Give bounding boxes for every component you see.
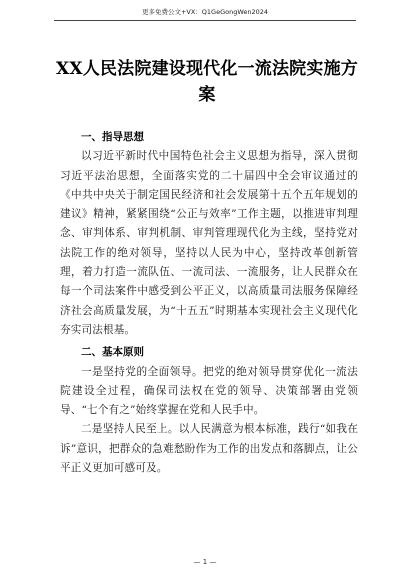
paragraph-guiding-ideology: 以习近平新时代中国特色社会主义思想为指导，深入贯彻习近平法治思想，全面落实党的二十届四中全会审议通过的《中共中央关于制定国民经济和社会发展第十五个五年规划的建议》精神，紧紧围绕“公正与效率”工作主题，以推进审判理念、审判体系、审判机制、审判管理现代化为主线，坚持党对法院工作的绝对领导，坚持以人民为中心，坚持改革创新管理，着力打造一流队伍、一流司法、一流服务，让人民群众在每一个司法案件中感受到公平正义，以高质量司法服务保障经济社会高质量发展，为“十五五”时期基本实现社会主义现代化夯实司法根基。 (60, 150, 358, 336)
document-body (60, 128, 358, 478)
section-heading-basic-principles: 二、基本原则 (81, 346, 144, 359)
section-heading-guiding-ideology: 一、指导思想 (81, 131, 144, 143)
page-number: — 1 — (193, 558, 217, 566)
paragraph-principle-party-leadership: 一是坚持党的全面领导。把党的绝对领导贯穿优化一流法院建设全过程，确保司法权在党的领导、决策部署由党领导、“七个有之”始终掌握在党和人民手中。 (60, 365, 358, 417)
page-header: 更多免费公文+VX：Q1GeGongWen2024 (54, 4, 356, 21)
document-title: XX人民法院建设现代化一流法院实施方案 (56, 59, 358, 105)
paragraph-principle-people-first: 二是坚持人民至上。以人民满意为根本标准，践行“如我在诉”意识，把群众的急难愁盼作为工作的出发点和落脚点，让公平正义更加可感可及。 (60, 423, 358, 475)
